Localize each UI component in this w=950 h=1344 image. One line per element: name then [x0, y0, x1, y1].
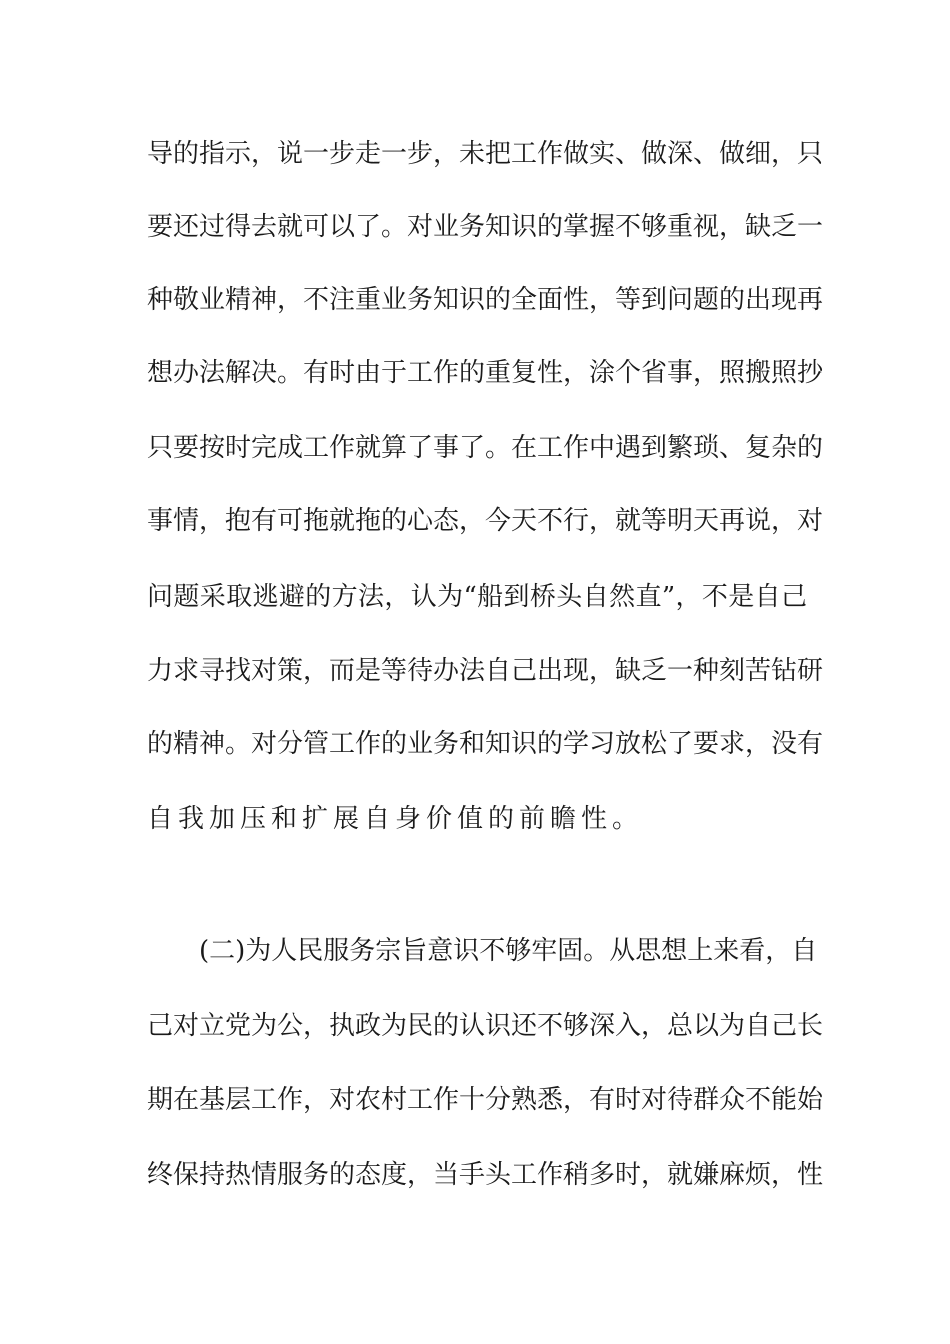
- paragraph-line: 只要按时完成工作就算了事了。在工作中遇到繁琐、复杂的: [147, 433, 824, 463]
- paragraph-line: (二)为人民服务宗旨意识不够牢固。从思想上来看，自: [199, 936, 818, 966]
- paragraph-line: 种敬业精神，不注重业务知识的全面性，等到问题的出现再: [147, 285, 824, 315]
- paragraph-line: 问题采取逃避的方法，认为“船到桥头自然直”，不是自己: [147, 582, 807, 612]
- paragraph-line: 终保持热情服务的态度，当手头工作稍多时，就嫌麻烦，性: [147, 1160, 824, 1190]
- paragraph-line: 想办法解决。有时由于工作的重复性，涂个省事，照搬照抄: [147, 358, 824, 388]
- paragraph-line: 的精神。对分管工作的业务和知识的学习放松了要求，没有: [147, 729, 824, 759]
- paragraph-line: 期在基层工作，对农村工作十分熟悉，有时对待群众不能始: [147, 1085, 824, 1115]
- paragraph-line: 力求寻找对策，而是等待办法自己出现，缺乏一种刻苦钻研: [147, 656, 824, 686]
- paragraph-line: 自我加压和扩展自身价值的前瞻性。: [147, 804, 644, 834]
- paragraph-line: 导的指示，说一步走一步，未把工作做实、做深、做细，只: [147, 139, 824, 169]
- paragraph-line: 要还过得去就可以了。对业务知识的掌握不够重视，缺乏一: [147, 212, 824, 242]
- paragraph-line: 事情，抱有可拖就拖的心态，今天不行，就等明天再说，对: [147, 506, 824, 536]
- paragraph-line: 己对立党为公，执政为民的认识还不够深入，总以为自己长: [147, 1011, 824, 1041]
